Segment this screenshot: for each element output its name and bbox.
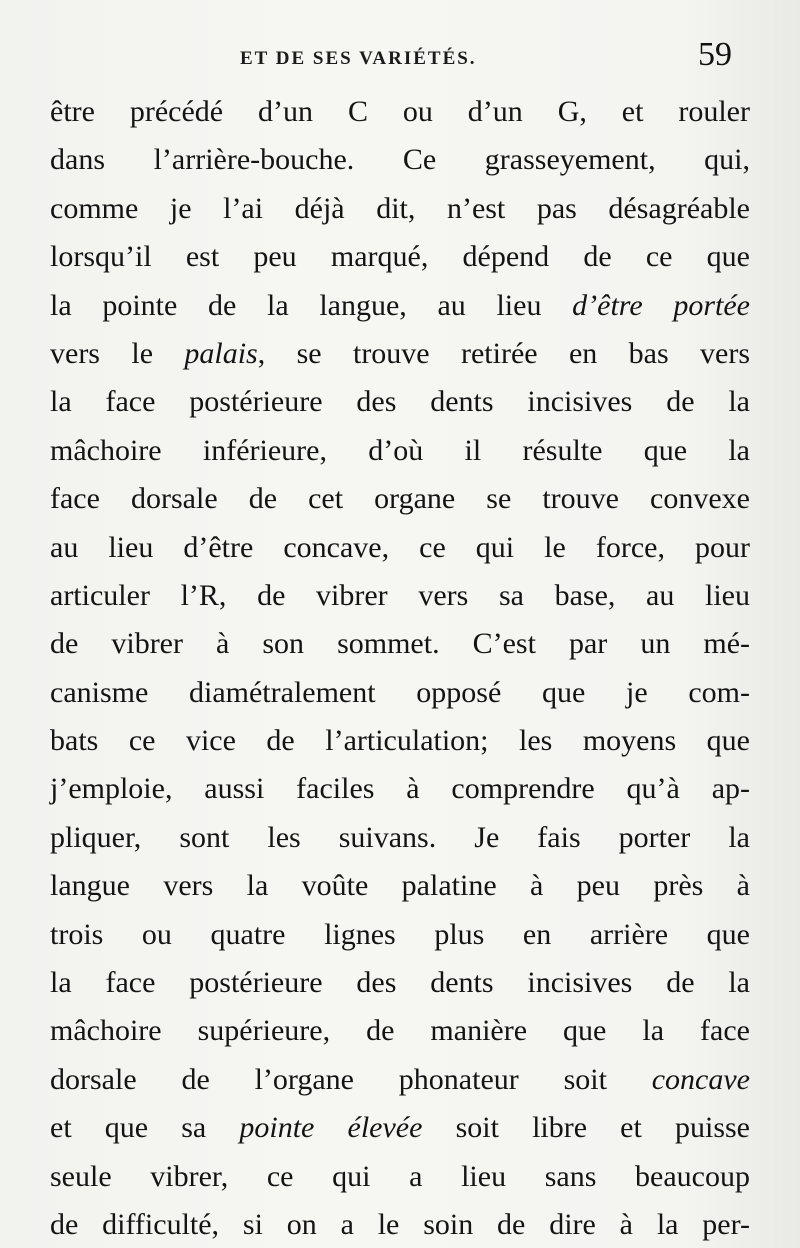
text-run: soit libre et puisse [422, 1111, 750, 1145]
text-run: mâchoire supérieure, de manière que la face [50, 1014, 750, 1048]
text-run: au lieu d’être concave, ce qui le force, pour [50, 530, 750, 564]
italic-text: d’être portée [572, 288, 750, 322]
text-line [50, 524, 750, 572]
body-text [50, 88, 750, 1248]
text-line [50, 765, 750, 813]
text-run: mâchoire inférieure, d’où il résulte que la [50, 433, 750, 467]
text-run: lorsqu’il est peu marqué, dépend de ce que [50, 240, 750, 274]
text-line [50, 669, 750, 717]
text-run: seule vibrer, ce qui a lieu sans beaucoup [50, 1159, 750, 1193]
text-line [50, 959, 750, 1007]
text-run: la face postérieure des dents incisives de la [50, 385, 750, 419]
text-line [50, 282, 750, 330]
text-run: canisme diamétralement opposé que je com- [50, 675, 750, 709]
text-line [50, 862, 750, 910]
text-line [50, 572, 750, 620]
text-run: dans l’arrière-bouche. Ce grasseyement, qui, [50, 143, 750, 177]
text-line [50, 1153, 750, 1201]
text-run: vers le [50, 336, 185, 370]
text-run: trois ou quatre lignes plus en arrière que [50, 917, 750, 951]
text-line [50, 717, 750, 765]
text-line [50, 136, 750, 184]
text-run: langue vers la voûte palatine à peu près à [50, 869, 750, 903]
text-run: bats ce vice de l’articulation; les moyens que [50, 724, 750, 758]
text-run: face dorsale de cet organe se trouve convexe [50, 482, 750, 516]
text-run: articuler l’R, de vibrer vers sa base, au lieu [50, 578, 750, 612]
italic-text: pointe élevée [239, 1111, 423, 1145]
text-run: et que sa [50, 1111, 240, 1145]
text-line [50, 88, 750, 136]
text-run: la face postérieure des dents incisives de la [50, 966, 750, 1000]
running-head [0, 36, 800, 80]
text-line [50, 233, 750, 281]
text-line [50, 620, 750, 668]
text-line [50, 185, 750, 233]
text-line [50, 1201, 750, 1248]
text-line [50, 378, 750, 426]
text-line [50, 330, 750, 378]
text-line [50, 1007, 750, 1055]
text-run: pliquer, sont les suivans. Je fais porter la [50, 820, 750, 854]
text-run: j’emploie, aussi faciles à comprendre qu’à ap- [50, 772, 750, 806]
text-run: , se trouve retirée en bas vers [257, 336, 751, 370]
running-title: ET DE SES VARIÉTÉS. [240, 48, 477, 69]
text-run: de difficulté, si on a le soin de dire à la per- [50, 1207, 750, 1241]
text-line [50, 911, 750, 959]
text-run: dorsale de l’organe phonateur soit [50, 1062, 652, 1096]
text-line [50, 475, 750, 523]
text-line [50, 814, 750, 862]
page-number: 59 [698, 36, 732, 73]
text-line [50, 1056, 750, 1104]
text-run: être précédé d’un C ou d’un G, et rouler [50, 95, 750, 128]
text-line [50, 427, 750, 475]
text-run: comme je l’ai déjà dit, n’est pas désagréable [50, 191, 750, 225]
italic-text: palais [184, 336, 258, 370]
text-line [50, 1104, 750, 1152]
italic-text: concave [651, 1062, 750, 1096]
text-run: la pointe de la langue, au lieu [50, 288, 573, 322]
text-run: de vibrer à son sommet. C’est par un mé- [50, 627, 750, 661]
